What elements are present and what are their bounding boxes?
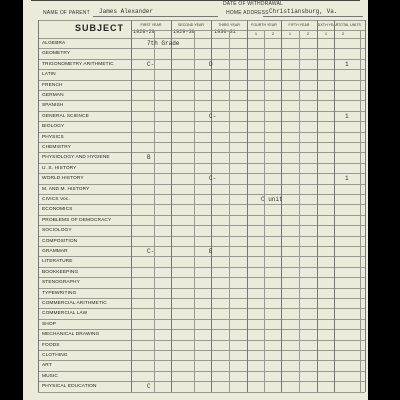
term-subheader: 2 <box>306 31 310 36</box>
parent-value: James Alexander <box>99 8 154 15</box>
year-date: 1930-31 <box>214 29 236 35</box>
row-line <box>38 48 365 49</box>
subject-label: GENERAL SCIENCE <box>42 113 89 119</box>
subject-label: PHYSICAL EDUCATION <box>42 384 97 390</box>
subject-label: ECONOMICS <box>42 207 73 213</box>
column-line <box>334 20 335 392</box>
subject-label: FOODS <box>42 342 60 348</box>
subject-label: SHOP <box>42 321 56 327</box>
row-line <box>38 111 365 112</box>
subject-label: SPANISH <box>42 103 64 109</box>
subject-label: BOOKKEEPING <box>42 269 79 275</box>
header-top-line <box>38 20 365 21</box>
row-line <box>38 256 365 257</box>
column-line <box>131 20 132 392</box>
row-line <box>38 204 365 205</box>
grade-first-year: C <box>147 383 151 391</box>
subject-label: WORLD HISTORY <box>42 176 84 182</box>
row-line <box>38 100 365 101</box>
row-line <box>38 142 365 143</box>
column-line <box>264 30 265 392</box>
row-line <box>38 246 365 247</box>
column-line <box>299 30 300 392</box>
row-line <box>38 121 365 122</box>
row-line <box>38 38 365 39</box>
year-header: FIFTH YEAR <box>288 23 310 27</box>
row-line <box>38 80 365 81</box>
withdrawal-label: DATE OF WITHDRAWAL <box>223 1 284 7</box>
row-line <box>38 392 365 393</box>
subject-label: CHEMISTRY <box>42 145 72 150</box>
year-header: TOTAL UNITS <box>338 23 361 27</box>
address-label: HOME ADDRESS <box>226 10 269 16</box>
year-header: FIRST YEAR <box>140 23 162 27</box>
column-line <box>211 20 212 392</box>
grade-second-year: C- <box>209 175 217 183</box>
row-line <box>38 319 365 320</box>
row-line <box>38 90 365 91</box>
row-line <box>38 69 365 70</box>
subject-label: PHYSICS <box>42 134 64 140</box>
subject-label: FRENCH <box>42 82 63 88</box>
row-line <box>38 360 365 361</box>
right-border <box>365 20 366 392</box>
subject-label: BIOLOGY <box>42 124 65 130</box>
grade-second-year: E <box>209 248 213 255</box>
column-line <box>360 30 361 392</box>
subject-label: TYPEWRITING <box>42 290 77 296</box>
row-line <box>38 184 365 185</box>
term-subheader: 1 <box>254 31 258 36</box>
subject-label: ART <box>42 363 52 369</box>
term-subheader: 2 <box>271 31 275 36</box>
row-line <box>38 288 365 289</box>
subject-header: SUBJECT <box>75 23 125 33</box>
column-line <box>194 30 195 392</box>
year-header: THIRD YEAR <box>218 23 240 27</box>
subject-label: MECHANICAL DRAWING <box>42 332 100 338</box>
left-border <box>38 20 39 392</box>
header-mid-line <box>131 30 365 31</box>
row-line <box>38 59 365 60</box>
row-line <box>38 298 365 299</box>
row-line <box>38 163 365 164</box>
subject-label: LATIN <box>42 72 56 78</box>
row-line <box>38 267 365 268</box>
column-line <box>171 20 172 392</box>
subject-label: LITERATURE <box>42 259 73 265</box>
row-line <box>38 329 365 330</box>
subject-label: COMMERCIAL LAW <box>42 311 88 317</box>
row-line <box>38 236 365 237</box>
grade-first-year: C- <box>147 248 155 255</box>
subject-label: PROBLEMS OF DEMOCRACY <box>42 217 112 223</box>
row-line <box>38 277 365 278</box>
column-line <box>154 30 155 392</box>
grade-second-year: D <box>209 60 213 68</box>
total-units: 1 <box>345 60 349 68</box>
total-units: 1 <box>345 175 349 183</box>
year-header: SECOND YEAR <box>177 23 205 27</box>
column-line <box>247 20 248 392</box>
term-subheader: 1 <box>288 31 292 36</box>
subject-label: SOCIOLOGY <box>42 228 72 234</box>
grade-third-year: C unit <box>261 196 283 203</box>
subject-label: U. S. HISTORY <box>42 165 77 171</box>
year-date: 1928-29 <box>133 29 155 35</box>
row-line <box>38 381 365 382</box>
subject-label: M. AND M. HISTORY <box>42 186 90 192</box>
subject-label: CLOTHING <box>42 353 68 358</box>
year-header: SIXTH YEAR <box>317 23 339 27</box>
row-line <box>38 173 365 174</box>
term-subheader: 2 <box>341 31 345 36</box>
row-line <box>38 132 365 133</box>
row-line <box>38 308 365 309</box>
total-units: 1 <box>345 112 349 120</box>
grade-first-year: B <box>147 154 151 162</box>
address-value: Christiansburg, Va. <box>269 8 338 15</box>
subject-label: STENOGRAPHY <box>42 280 80 286</box>
grade-first-year: 7th Grade <box>147 40 180 47</box>
column-line <box>317 20 318 392</box>
subject-label: MUSIC <box>42 373 58 379</box>
row-line <box>38 371 365 372</box>
grade-second-year: C- <box>209 112 217 120</box>
year-header: FOURTH YEAR <box>251 23 277 27</box>
term-subheader: 1 <box>324 31 328 36</box>
row-line <box>38 225 365 226</box>
subject-label: ALGEBRA <box>42 41 66 46</box>
column-line <box>281 20 282 392</box>
subject-grid <box>23 0 368 400</box>
subject-label: GRAMMAR <box>42 249 68 254</box>
row-line <box>38 350 365 351</box>
subject-label: CIVICS Voc. <box>42 197 70 202</box>
subject-label: PHYSIOLOGY AND HYGIENE <box>42 155 110 161</box>
subject-label: GEOMETRY <box>42 51 71 57</box>
subject-label: GERMAN <box>42 93 64 98</box>
row-line <box>38 340 365 341</box>
year-date: 1929-30 <box>173 29 195 35</box>
grade-first-year: C- <box>147 60 155 68</box>
parent-label: NAME OF PARENT <box>43 10 90 16</box>
subject-label: COMMERCIAL ARITHMETIC <box>42 301 107 306</box>
subject-label: TRIGONOMETRY ARITHMETIC <box>42 61 114 67</box>
subject-label: COMPOSITION <box>42 238 78 244</box>
row-line <box>38 215 365 216</box>
row-line <box>38 194 365 195</box>
record-card <box>23 0 368 400</box>
column-line <box>229 30 230 392</box>
row-line <box>38 152 365 153</box>
